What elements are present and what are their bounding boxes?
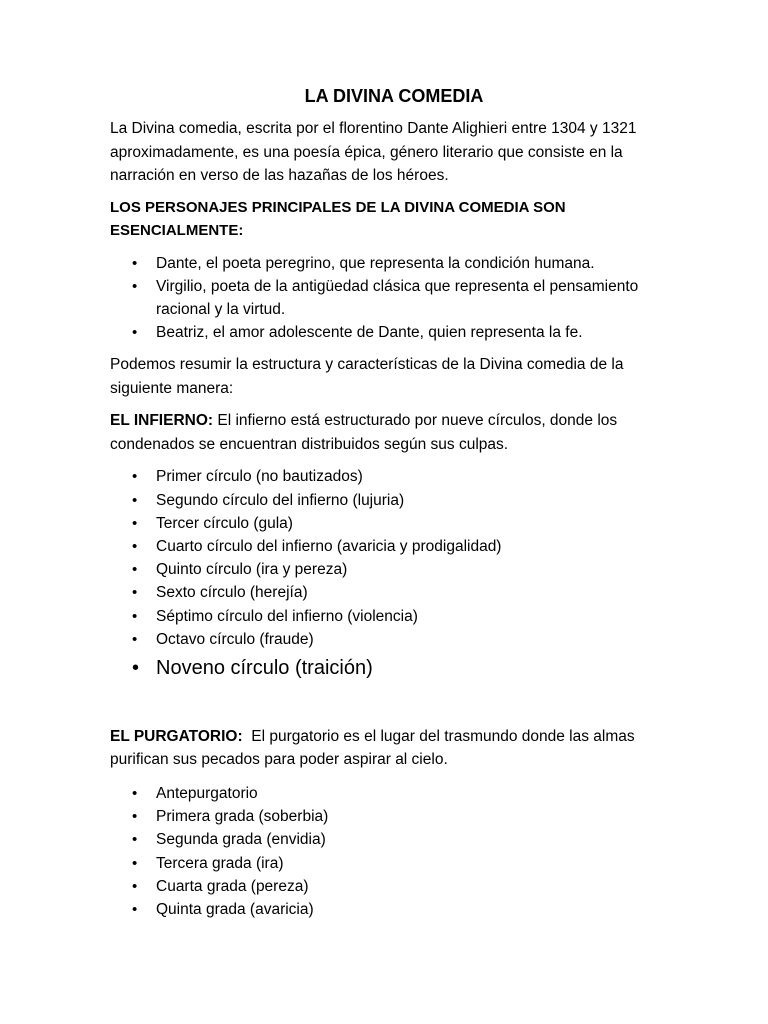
bullet-icon: •	[132, 877, 138, 895]
summary-paragraph: Podemos resumir la estructura y características de la Divina comedia de la siguiente manera:	[110, 356, 624, 397]
list-item: • Primer círculo (no bautizados)	[110, 465, 670, 488]
bullet-icon: •	[132, 514, 138, 532]
bullet-icon: •	[132, 561, 138, 579]
bullet-icon: •	[132, 277, 138, 295]
infierno-colon: :	[207, 412, 214, 430]
bullet-icon: •	[132, 254, 138, 272]
list-item: • Beatriz, el amor adolescente de Dante, quien representa la fe.	[110, 321, 670, 344]
list-item: • Tercer círculo (gula)	[110, 512, 670, 535]
list-item: • Segundo círculo del infierno (lujuria)	[110, 489, 670, 512]
list-item: • Cuarto círculo del infierno (avaricia y prodigalidad)	[110, 535, 670, 558]
infierno-label: EL INFIERNO	[110, 412, 208, 430]
list-item: • Sexto círculo (herejía)	[110, 581, 670, 604]
purgatorio-text: El purgatorio es el lugar del trasmundo donde las almas purifican sus pecados para poder aspirar al cielo.	[110, 727, 639, 769]
bullet-icon: •	[132, 900, 138, 918]
bullet-icon: •	[132, 630, 138, 648]
characters-list	[110, 252, 670, 345]
list-item: • Dante, el poeta peregrino, que representa la condición humana.	[110, 252, 670, 275]
purgatorio-label: EL PURGATORIO:	[110, 727, 243, 745]
list-item: • Noveno círculo (traición)	[110, 651, 670, 685]
bullet-icon: •	[132, 656, 140, 679]
bullet-icon: •	[132, 324, 138, 342]
list-item: • Octavo círculo (fraude)	[110, 628, 670, 651]
bullet-icon: •	[132, 854, 138, 872]
bullet-icon: •	[132, 537, 138, 555]
document-title: LA DIVINA COMEDIA	[304, 86, 484, 106]
intro-paragraph: La Divina comedia, escrita por el florentino Dante Alighieri entre 1304 y 1321 aproximadamente, es una poesía épica, género literario que consiste en la narración en verso de las hazañas de los héroes.	[110, 120, 637, 184]
bullet-icon: •	[132, 584, 138, 602]
bullet-icon: •	[132, 831, 138, 849]
list-item: • Quinto círculo (ira y pereza)	[110, 558, 670, 581]
list-item: • Séptimo círculo del infierno (violencia)	[110, 605, 670, 628]
bullet-icon: •	[132, 784, 138, 802]
infierno-paragraph	[110, 409, 670, 456]
purgatorio-grades-list	[110, 782, 670, 921]
bullet-icon: •	[132, 491, 138, 509]
purgatorio-paragraph	[110, 725, 670, 772]
infierno-text: El infierno está estructurado por nueve círculos, donde los condenados se encuentran distribuidos según sus culpas.	[110, 412, 618, 453]
list-item: • Segunda grada (envidia)	[110, 828, 670, 851]
list-item: • Antepurgatorio	[110, 782, 670, 805]
bullet-icon: •	[132, 808, 138, 826]
list-item: • Quinta grada (avaricia)	[110, 898, 670, 921]
list-item: • Primera grada (soberbia)	[110, 805, 670, 828]
infierno-circles-list	[110, 465, 670, 685]
bullet-icon: •	[132, 468, 138, 486]
document-page	[110, 86, 670, 921]
bullet-icon: •	[132, 607, 138, 625]
list-item: • Cuarta grada (pereza)	[110, 875, 670, 898]
characters-heading: LOS PERSONAJES PRINCIPALES DE LA DIVINA COMEDIA SON ESENCIALMENTE:	[110, 198, 566, 239]
list-item: • Virgilio, poeta de la antigüedad clásica que representa el pensamiento racional y la virtud.	[110, 275, 670, 321]
list-item: • Tercera grada (ira)	[110, 852, 670, 875]
